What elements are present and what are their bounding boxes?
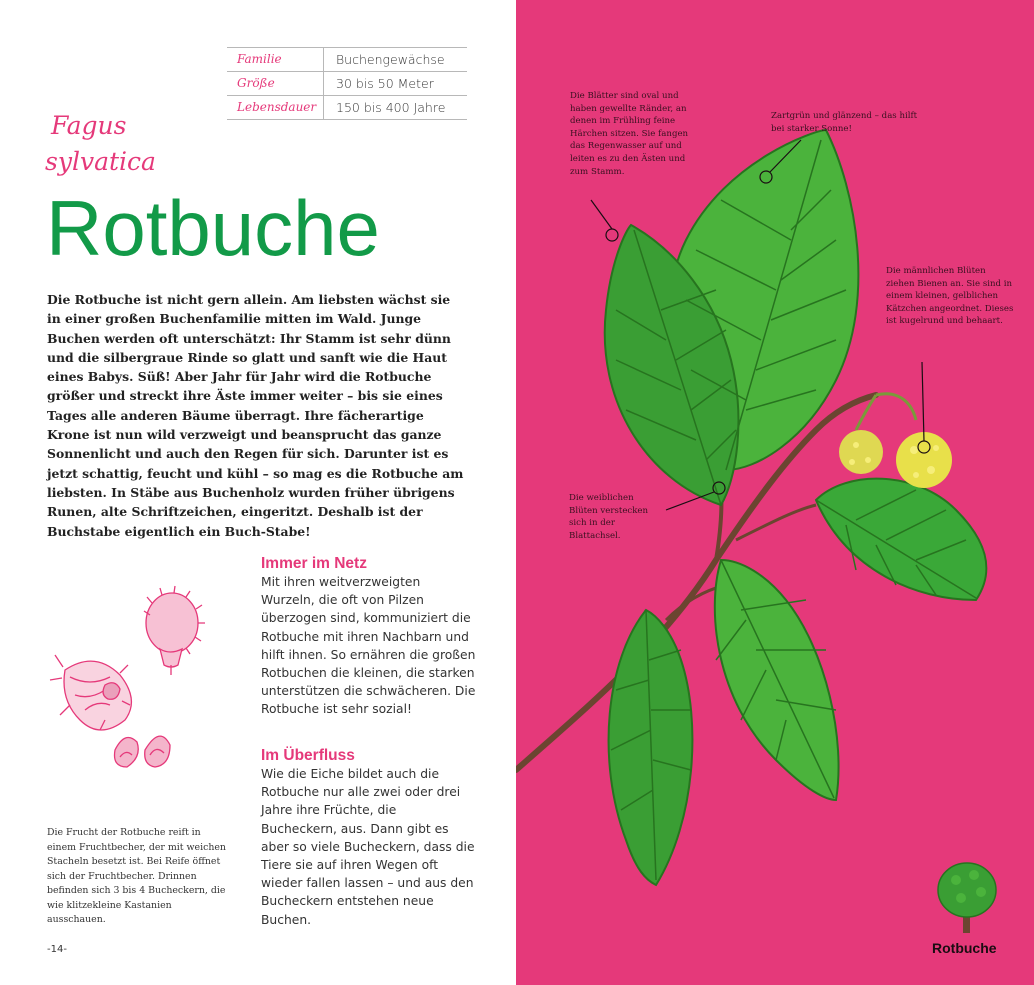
latin-name-line1: Fagus — [51, 111, 127, 140]
annotation-male-flowers: Die männlichen Blüten ziehen Bienen an. Sie sind in einem kleinen, gelblichen Kätzchen angeordnet. Dieses ist kugelrund und behaart. — [886, 266, 1014, 327]
latin-name-line2: sylvatica — [45, 147, 156, 176]
fruit-caption: Die Frucht der Rotbuche reift in einem Fruchtbecher, der mit weichen Stacheln besetzt ist. Bei Reife öffnet sich der Fruchtbecher. Drinnen befinden sich 3 bis 4 Bucheckern, die wie klitzekleine Kastanien ausschauen. — [47, 827, 226, 925]
section-immer-im-netz — [261, 554, 476, 719]
page-title: Rotbuche — [46, 184, 380, 272]
section-text: Mit ihren weitverzweigten Wurzeln, die oft von Pilzen überzogen sind, kommuniziert die Rotbuche mit ihren Nachbarn und hilft ihnen. So ernähren die großen Rotbuchen die kleinen, die starken unterstützen die schwächeren. Die Rotbuche ist sehr sozial! — [261, 575, 476, 717]
tree-label: Rotbuche — [932, 940, 997, 956]
intro-text: Die Rotbuche ist nicht gern allein. Am liebsten wächst sie in einer großen Buchenfamilie mitten im Wald. Junge Buchen werden oft unterschätzt: Ihr Stamm ist sehr dünn und die silbergraue Rinde so glatt und sanft wie die Haut eines Babys. Süß! Aber Jahr für Jahr wird die Rotbuche größer und streckt ihre Äste immer weiter – bis sie eines Tages alle anderen Bäume überragt. Ihre fächerartige Krone ist nun wild verzweigt und beansprucht das ganze Sonnenlicht und auch den Regen für sich. Darunter ist es jetzt schattig, feucht und kühl – so mag es die Rotbuche am liebsten. In Stäbe aus Buchenholz wurden früher übrigens Runen, alte Schriftzeichen, eingeritzt. Deshalb ist der Buchstabe eigentlich ein Buch-Stabe! — [47, 292, 464, 539]
fact-key: Größe — [227, 72, 324, 96]
fact-key: Lebensdauer — [227, 96, 324, 120]
page-number: -14- — [47, 944, 67, 955]
fact-value: 150 bis 400 Jahre — [324, 96, 468, 120]
beechnut-sketch-illustration — [40, 585, 240, 785]
fact-key: Familie — [227, 48, 324, 72]
section-im-ueberfluss — [261, 746, 476, 929]
fact-row — [227, 48, 467, 72]
latin-name — [45, 108, 225, 180]
facts-table — [227, 47, 467, 120]
fact-row — [227, 96, 467, 120]
section-heading: Im Überfluss — [261, 747, 355, 764]
left-page — [0, 0, 516, 985]
section-text: Wie die Eiche bildet auch die Rotbuche nur alle zwei oder drei Jahre ihre Früchte, die Bucheckern, aus. Dann gibt es aber so viele Bucheckern, dass die Tiere sie auf ihren Wegen oft wieder fallen lassen – und aus den Bucheckern entstehen neue Buchen. — [261, 767, 475, 927]
section-heading: Immer im Netz — [261, 555, 367, 572]
fact-value: 30 bis 50 Meter — [324, 72, 468, 96]
annotation-leaves: Die Blätter sind oval und haben gewellte Ränder, an denen im Frühling feine Härchen sitzen. Sie fangen das Regenwasser auf und leiten es zu den Ästen und zum Stamm. — [570, 91, 689, 177]
fact-value: Buchengewächse — [324, 48, 468, 72]
annotation-female-flowers: Die weiblichen Blüten verstecken sich in der Blattachsel. — [569, 493, 649, 541]
right-page — [516, 0, 1034, 985]
annotation-color: Zartgrün und glänzend – das hilft bei starker Sonne! — [771, 111, 918, 134]
tree-icon — [936, 860, 998, 935]
fact-row — [227, 72, 467, 96]
